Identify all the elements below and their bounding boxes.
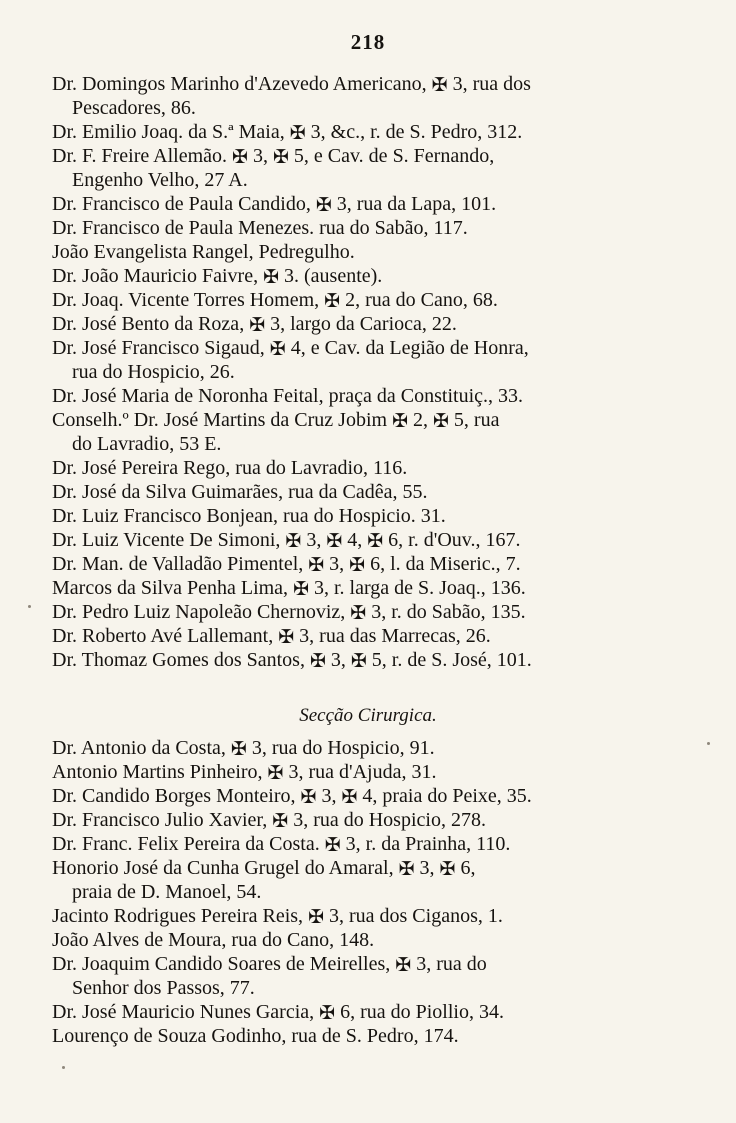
list-entry-continuation: praia de D. Manoel, 54.	[72, 881, 262, 903]
list-entry: Honorio José da Cunha Grugel do Amaral, ✠ 3, ✠ 6,	[52, 857, 476, 880]
order-cross-icon: ✠	[309, 651, 326, 672]
order-cross-icon: ✠	[278, 627, 295, 648]
list-entry: Dr. Luiz Francisco Bonjean, rua do Hospicio. 31.	[52, 505, 446, 527]
list-entry: Dr. Joaq. Vicente Torres Homem, ✠ 2, rua do Cano, 68.	[52, 289, 498, 312]
order-cross-icon: ✠	[249, 315, 266, 336]
order-cross-icon: ✠	[293, 579, 309, 600]
list-entry-continuation: do Lavradio, 53 E.	[72, 433, 222, 455]
section-title: Secção Cirurgica.	[299, 705, 437, 726]
order-cross-icon: ✠	[300, 787, 317, 808]
order-cross-icon: ✠	[398, 859, 415, 880]
list-entry: Dr. José Pereira Rego, rua do Lavradio, 116.	[52, 457, 408, 479]
order-cross-icon: ✠	[324, 835, 341, 856]
list-entry: Dr. Thomaz Gomes dos Santos, ✠ 3, ✠ 5, r. de S. José, 101.	[52, 649, 532, 672]
order-cross-icon: ✠	[267, 763, 284, 784]
paper-speck	[707, 742, 710, 745]
order-cross-icon: ✠	[324, 291, 341, 312]
paper-speck	[28, 605, 31, 608]
order-cross-icon: ✠	[431, 75, 448, 96]
list-entry: Dr. Roberto Avé Lallemant, ✠ 3, rua das Marrecas, 26.	[52, 625, 491, 648]
order-cross-icon: ✠	[230, 739, 247, 760]
list-entry: Dr. Candido Borges Monteiro, ✠ 3, ✠ 4, praia do Peixe, 35.	[52, 785, 532, 808]
list-entry: Conselh.º Dr. José Martins da Cruz Jobim ✠ 2, ✠ 5, rua	[52, 409, 500, 432]
order-cross-icon: ✠	[367, 531, 384, 552]
order-cross-icon: ✠	[272, 147, 289, 168]
list-entry: Dr. F. Freire Allemão. ✠ 3, ✠ 5, e Cav. de S. Fernando,	[52, 145, 495, 168]
list-entry: João Alves de Moura, rua do Cano, 148.	[52, 929, 375, 951]
order-cross-icon: ✠	[272, 811, 289, 832]
list-entry: Dr. Man. de Valladão Pimentel, ✠ 3, ✠ 6, l. da Miseric., 7.	[52, 553, 521, 576]
order-cross-icon: ✠	[308, 555, 325, 576]
list-entry: Dr. Domingos Marinho d'Azevedo Americano, ✠ 3, rua dos	[52, 73, 531, 96]
list-entry: Dr. José Mauricio Nunes Garcia, ✠ 6, rua do Piollio, 34.	[52, 1001, 504, 1024]
list-entry: Dr. José Francisco Sigaud, ✠ 4, e Cav. da Legião de Honra,	[52, 337, 529, 360]
order-cross-icon: ✠	[308, 907, 324, 928]
order-cross-icon: ✠	[326, 531, 343, 552]
list-entry: João Evangelista Rangel, Pedregulho.	[52, 241, 355, 263]
order-cross-icon: ✠	[349, 555, 366, 576]
page-number: 218	[350, 30, 386, 54]
order-cross-icon: ✠	[263, 267, 279, 288]
list-entry: Marcos da Silva Penha Lima, ✠ 3, r. larga de S. Joaq., 136.	[52, 577, 526, 600]
list-entry: Antonio Martins Pinheiro, ✠ 3, rua d'Ajuda, 31.	[52, 761, 437, 784]
list-entry: Dr. José Maria de Noronha Feital, praça da Constituiç., 33.	[52, 385, 523, 407]
order-cross-icon: ✠	[350, 651, 367, 672]
order-cross-icon: ✠	[315, 195, 332, 216]
list-entry: Dr. Franc. Felix Pereira da Costa. ✠ 3, r. da Prainha, 110.	[52, 833, 511, 856]
list-entry: Dr. João Mauricio Faivre, ✠ 3. (ausente).	[52, 265, 383, 288]
list-entry-continuation: rua do Hospicio, 26.	[72, 361, 235, 383]
list-entry: Lourenço de Souza Godinho, rua de S. Pedro, 174.	[52, 1025, 459, 1047]
order-cross-icon: ✠	[433, 411, 449, 432]
order-cross-icon: ✠	[319, 1003, 336, 1024]
order-cross-icon: ✠	[341, 787, 358, 808]
list-entry: Dr. Francisco Julio Xavier, ✠ 3, rua do Hospicio, 278.	[52, 809, 486, 832]
order-cross-icon: ✠	[392, 411, 408, 432]
list-entry: Jacinto Rodrigues Pereira Reis, ✠ 3, rua dos Ciganos, 1.	[52, 905, 503, 928]
paper-speck	[62, 1066, 65, 1069]
list-entry: Dr. José da Silva Guimarães, rua da Cadêa, 55.	[52, 481, 428, 503]
order-cross-icon: ✠	[439, 859, 456, 880]
order-cross-icon: ✠	[269, 339, 286, 360]
list-entry: Dr. Francisco de Paula Menezes. rua do Sabão, 117.	[52, 217, 468, 239]
list-entry-continuation: Engenho Velho, 27 A.	[72, 169, 248, 191]
list-entry: Dr. Emilio Joaq. da S.ª Maia, ✠ 3, &c., r. de S. Pedro, 312.	[52, 121, 523, 144]
list-entry: Dr. Joaquim Candido Soares de Meirelles, ✠ 3, rua do	[52, 953, 487, 976]
order-cross-icon: ✠	[395, 955, 412, 976]
order-cross-icon: ✠	[232, 147, 248, 168]
list-entry: Dr. Francisco de Paula Candido, ✠ 3, rua da Lapa, 101.	[52, 193, 497, 216]
list-entry: Dr. José Bento da Roza, ✠ 3, largo da Carioca, 22.	[52, 313, 457, 336]
list-entry-continuation: Senhor dos Passos, 77.	[72, 977, 255, 999]
order-cross-icon: ✠	[289, 123, 306, 144]
list-entry: Dr. Luiz Vicente De Simoni, ✠ 3, ✠ 4, ✠ 6, r. d'Ouv., 167.	[52, 529, 521, 552]
list-entry-continuation: Pescadores, 86.	[72, 97, 196, 119]
order-cross-icon: ✠	[350, 603, 367, 624]
list-entry: Dr. Antonio da Costa, ✠ 3, rua do Hospicio, 91.	[52, 737, 435, 760]
list-entry: Dr. Pedro Luiz Napoleão Chernoviz, ✠ 3, r. do Sabão, 135.	[52, 601, 526, 624]
order-cross-icon: ✠	[285, 531, 302, 552]
